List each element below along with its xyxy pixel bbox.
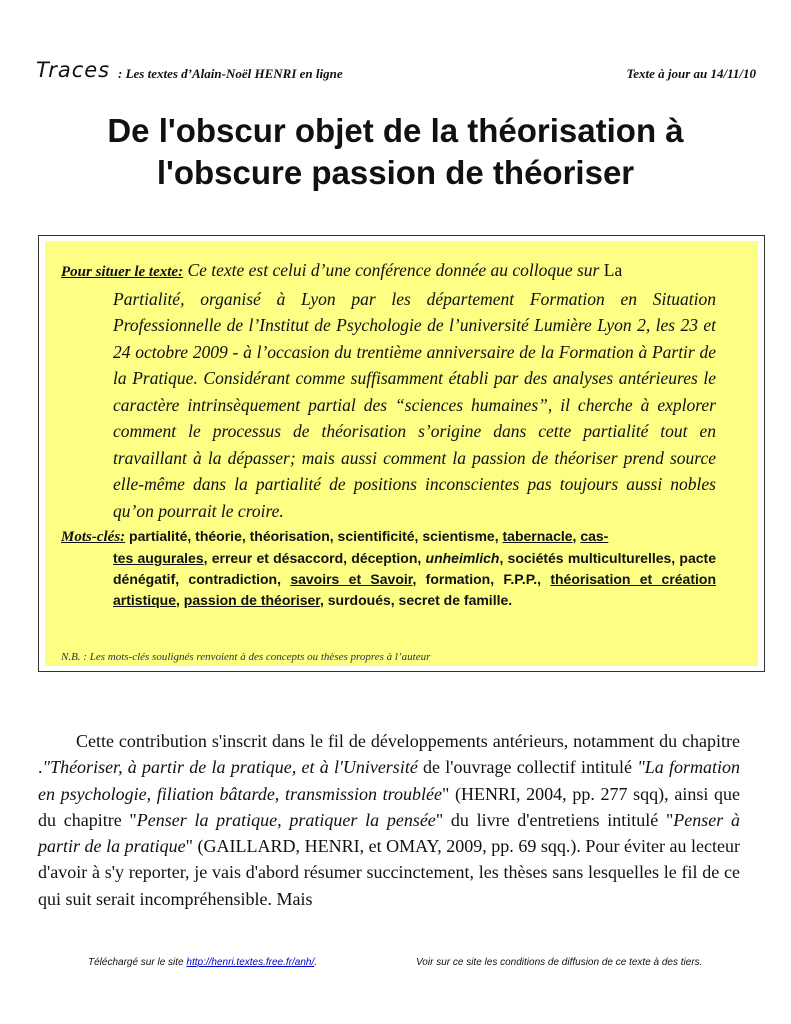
keyword-unheimlich: unheimlich — [425, 550, 500, 566]
keywords-sep: , — [176, 592, 184, 608]
body-text: " (HENRI, 2004, pp. 277 sqq), ainsi que du chapitre " — [38, 783, 740, 830]
document-title — [0, 110, 791, 194]
keywords-sep: , — [572, 528, 581, 544]
traces-logo: Traces — [36, 58, 111, 82]
keywords-continuation — [61, 548, 716, 611]
body-paragraph — [38, 728, 740, 912]
body-text: Cette contribution s'inscrit dans le fil de développements antérieurs, notamment du chapitre . — [38, 731, 740, 778]
keywords-paragraph — [61, 526, 716, 611]
nb-note: N.B. : Les mots-clés soulignés renvoient à des concepts ou thèses propres à l’auteur — [61, 651, 431, 663]
keywords-text: partialité, théorie, théorisation, scientificité, scientisme, — [125, 528, 503, 544]
title-line-2: l'obscure passion de théoriser — [156, 154, 635, 191]
keyword-castes-augurales-a: cas- — [580, 528, 609, 544]
header-subtitle: : Les textes d’Alain-Noël HENRI en ligne — [118, 66, 343, 81]
abstract-box — [38, 235, 765, 672]
footer-download-text: Téléchargé sur le site — [88, 957, 187, 968]
site-link[interactable]: http://henri.textes.free.fr/anh/ — [186, 957, 315, 968]
situer-text-2: Partialité, organisé à Lyon par les département Formation en Situation Professionnelle de l’Institut de Psychologie de l’université Lumière Lyon 2, les 23 et 24 octobre 2009 - à l’occasion du trentième anniversaire de la Formation à Partir de la Pratique. Considérant comme suffisamment établi par des analyses antérieures le caractère intrinsèquement partial des “sciences humaines”, il cherche à explorer comment le processus de théorisation s’origine dans cette partialité tout en travaillant à la dépasser; mais aussi comment la passion de théoriser prend source elle-même dans la partialité de positions inconscientes pas toujours aussi nobles qu’on pourrait le croire. — [113, 288, 716, 521]
body-citation: Penser à partir de la pratique — [38, 809, 740, 857]
title-line-1: De l'obscur objet de la théorisation à — [107, 112, 684, 149]
keyword-tabernacle: tabernacle — [502, 528, 573, 544]
body-citation: "La formation en psychologie, filiation bâtarde, transmission troublée — [38, 757, 741, 804]
keyword-castes-augurales-b: tes augurales — [113, 550, 204, 566]
situer-upright: La — [603, 260, 623, 280]
situer-label: Pour situer le texte: — [61, 264, 184, 280]
situer-text-1: Ce texte est celui d’une conférence donnée au colloque sur — [183, 260, 604, 280]
keywords-label: Mots-clés: — [61, 529, 126, 545]
keywords-text: , formation, F.P.P., — [412, 571, 551, 587]
situer-paragraph — [61, 257, 716, 524]
body-text: " (GAILLARD, HENRI, et OMAY, 2009, pp. 69 sqq.). Pour éviter au lecteur d'avoir à s'y reporter, je vais d'abord résumer succinctement, les thèses sans lesquelles le fil de ce qui suit serait incompréhensible. Mais — [38, 836, 741, 909]
keywords-text: , surdoués, secret de famille. — [319, 592, 513, 608]
footer-period: . — [314, 957, 318, 968]
abstract-highlight — [45, 241, 758, 666]
keywords-text: , erreur et désaccord, déception, — [203, 550, 426, 566]
body-citation: "Théoriser, à partir de la pratique, et à l'Université — [42, 757, 418, 778]
body-text: de l'ouvrage collectif intitulé — [417, 757, 638, 778]
body-citation: Penser la pratique, pratiquer la pensée — [136, 809, 436, 830]
header-date: Texte à jour au 14/11/10 — [626, 66, 756, 81]
keyword-theorisation-creation: théorisation et création artistique — [113, 571, 716, 608]
footer-download — [88, 957, 317, 968]
body-text: " du livre d'entretiens intitulé " — [435, 809, 674, 830]
keyword-savoirs: savoirs et Savoir — [290, 571, 413, 587]
keywords-text: , sociétés multiculturelles, pacte dénégatif, contradiction, — [113, 550, 716, 587]
keyword-passion: passion de théoriser — [183, 592, 320, 608]
page-header — [36, 58, 756, 84]
footer-conditions: Voir sur ce site les conditions de diffusion de ce texte à des tiers. — [416, 957, 703, 968]
